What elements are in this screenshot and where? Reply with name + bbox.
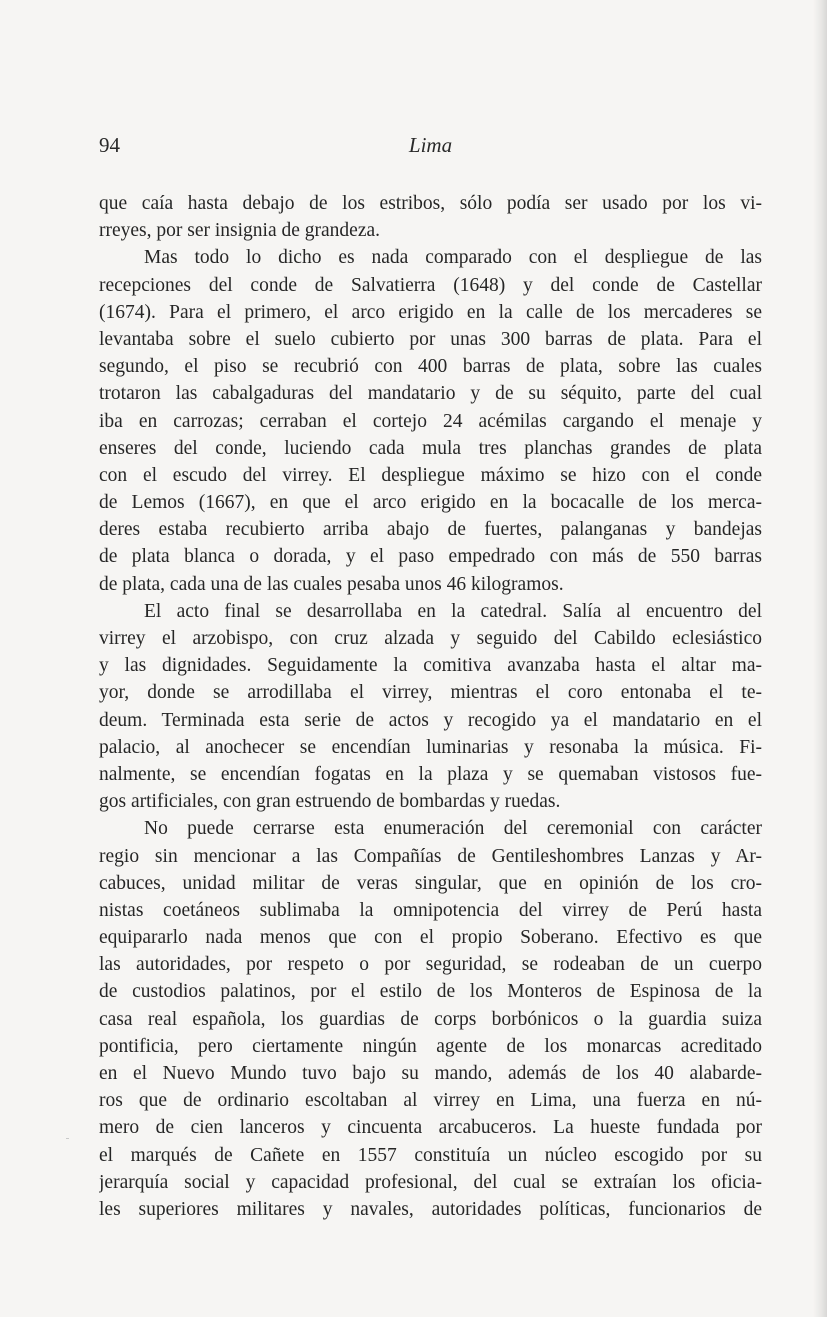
- text-line: trotaron las cabalgaduras del mandatario y de su séquito, parte del cual: [99, 383, 762, 405]
- text-line: cabuces, unidad militar de veras singular, que en opinión de los cro-: [99, 872, 762, 894]
- text-line: El acto final se desarrollaba en la catedral. Salía al encuentro del: [144, 600, 762, 622]
- text-line: les superiores militares y navales, autoridades políticas, funcionarios de: [99, 1198, 762, 1220]
- text-line: en el Nuevo Mundo tuvo bajo su mando, además de los 40 alabarde-: [99, 1063, 762, 1084]
- text-line: equipararlo nada menos que con el propio Soberano. Efectivo es que: [99, 927, 762, 949]
- text-line: con el escudo del virrey. El despliegue máximo se hizo con el conde: [99, 464, 762, 486]
- text-line: iba en carrozas; cerraban el cortejo 24 acémilas cargando el menaje y: [99, 410, 762, 432]
- text-line: segundo, el piso se recubrió con 400 barras de plata, sobre las cuales: [99, 356, 762, 378]
- text-line: y las dignidades. Seguidamente la comitiva avanzaba hasta el altar ma-: [99, 655, 762, 677]
- body-text: [99, 190, 762, 1223]
- text-line: que caía hasta debajo de los estribos, sólo podía ser usado por los vi-: [99, 193, 762, 214]
- text-line: nistas coetáneos sublimaba la omnipotencia del virrey de Perú hasta: [99, 899, 762, 921]
- text-line: deum. Terminada esta serie de actos y recogido ya el mandatario en el: [99, 709, 762, 731]
- scan-speck: [66, 1138, 69, 1139]
- text-line: levantaba sobre el suelo cubierto por unas 300 barras de plata. Para el: [99, 328, 762, 350]
- text-line: palacio, al anochecer se encendían luminarias y resonaba la música. Fi-: [99, 736, 762, 758]
- text-line: No puede cerrarse esta enumeración del ceremonial con carácter: [144, 818, 762, 840]
- text-line: jerarquía social y capacidad profesional, del cual se extraían los oficia-: [99, 1171, 762, 1193]
- text-line: gos artificiales, con gran estruendo de bombardas y ruedas.: [99, 791, 561, 813]
- text-line: el marqués de Cañete en 1557 constituía un núcleo escogido por su: [99, 1144, 762, 1166]
- text-line: ros que de ordinario escoltaban al virrey en Lima, una fuerza en nú-: [99, 1090, 762, 1112]
- text-line: (1674). Para el primero, el arco erigido en la calle de los mercaderes se: [99, 301, 762, 323]
- text-line: nalmente, se encendían fogatas en la plaza y se quemaban vistosos fue-: [99, 763, 762, 785]
- text-line: Mas todo lo dicho es nada comparado con el despliegue de las: [144, 247, 762, 269]
- text-line: de custodios palatinos, por el estilo de los Monteros de Espinosa de la: [99, 981, 762, 1003]
- text-line: regio sin mencionar a las Compañías de Gentileshombres Lanzas y Ar-: [99, 845, 762, 867]
- page-edge-shadow: [813, 0, 827, 1317]
- page-number: 94: [99, 133, 120, 157]
- text-line: de plata, cada una de las cuales pesaba unos 46 kilogramos.: [99, 573, 564, 595]
- text-line: las autoridades, por respeto o por seguridad, se rodeaban de un cuerpo: [99, 954, 762, 976]
- running-head: [99, 133, 762, 163]
- text-line: recepciones del conde de Salvatierra (1648) y del conde de Castellar: [99, 274, 762, 296]
- text-line: yor, donde se arrodillaba el virrey, mientras el coro entonaba el te-: [99, 682, 762, 704]
- text-line: de Lemos (1667), en que el arco erigido en la bocacalle de los merca-: [99, 492, 762, 514]
- text-line: deres estaba recubierto arriba abajo de fuertes, palanganas y bandejas: [99, 519, 762, 541]
- text-line: enseres del conde, luciendo cada mula tres planchas grandes de plata: [99, 437, 762, 459]
- text-line: rreyes, por ser insignia de grandeza.: [99, 220, 381, 242]
- text-line: pontificia, pero ciertamente ningún agente de los monarcas acreditado: [99, 1035, 762, 1057]
- running-title: Lima: [408, 133, 453, 157]
- text-line: mero de cien lanceros y cincuenta arcabuceros. La hueste fundada por: [99, 1117, 762, 1139]
- text-line: de plata blanca o dorada, y el paso empedrado con más de 550 barras: [99, 546, 762, 568]
- text-line: casa real española, los guardias de corps borbónicos o la guardia suiza: [99, 1008, 762, 1030]
- text-line: virrey el arzobispo, con cruz alzada y seguido del Cabildo eclesiástico: [99, 628, 762, 649]
